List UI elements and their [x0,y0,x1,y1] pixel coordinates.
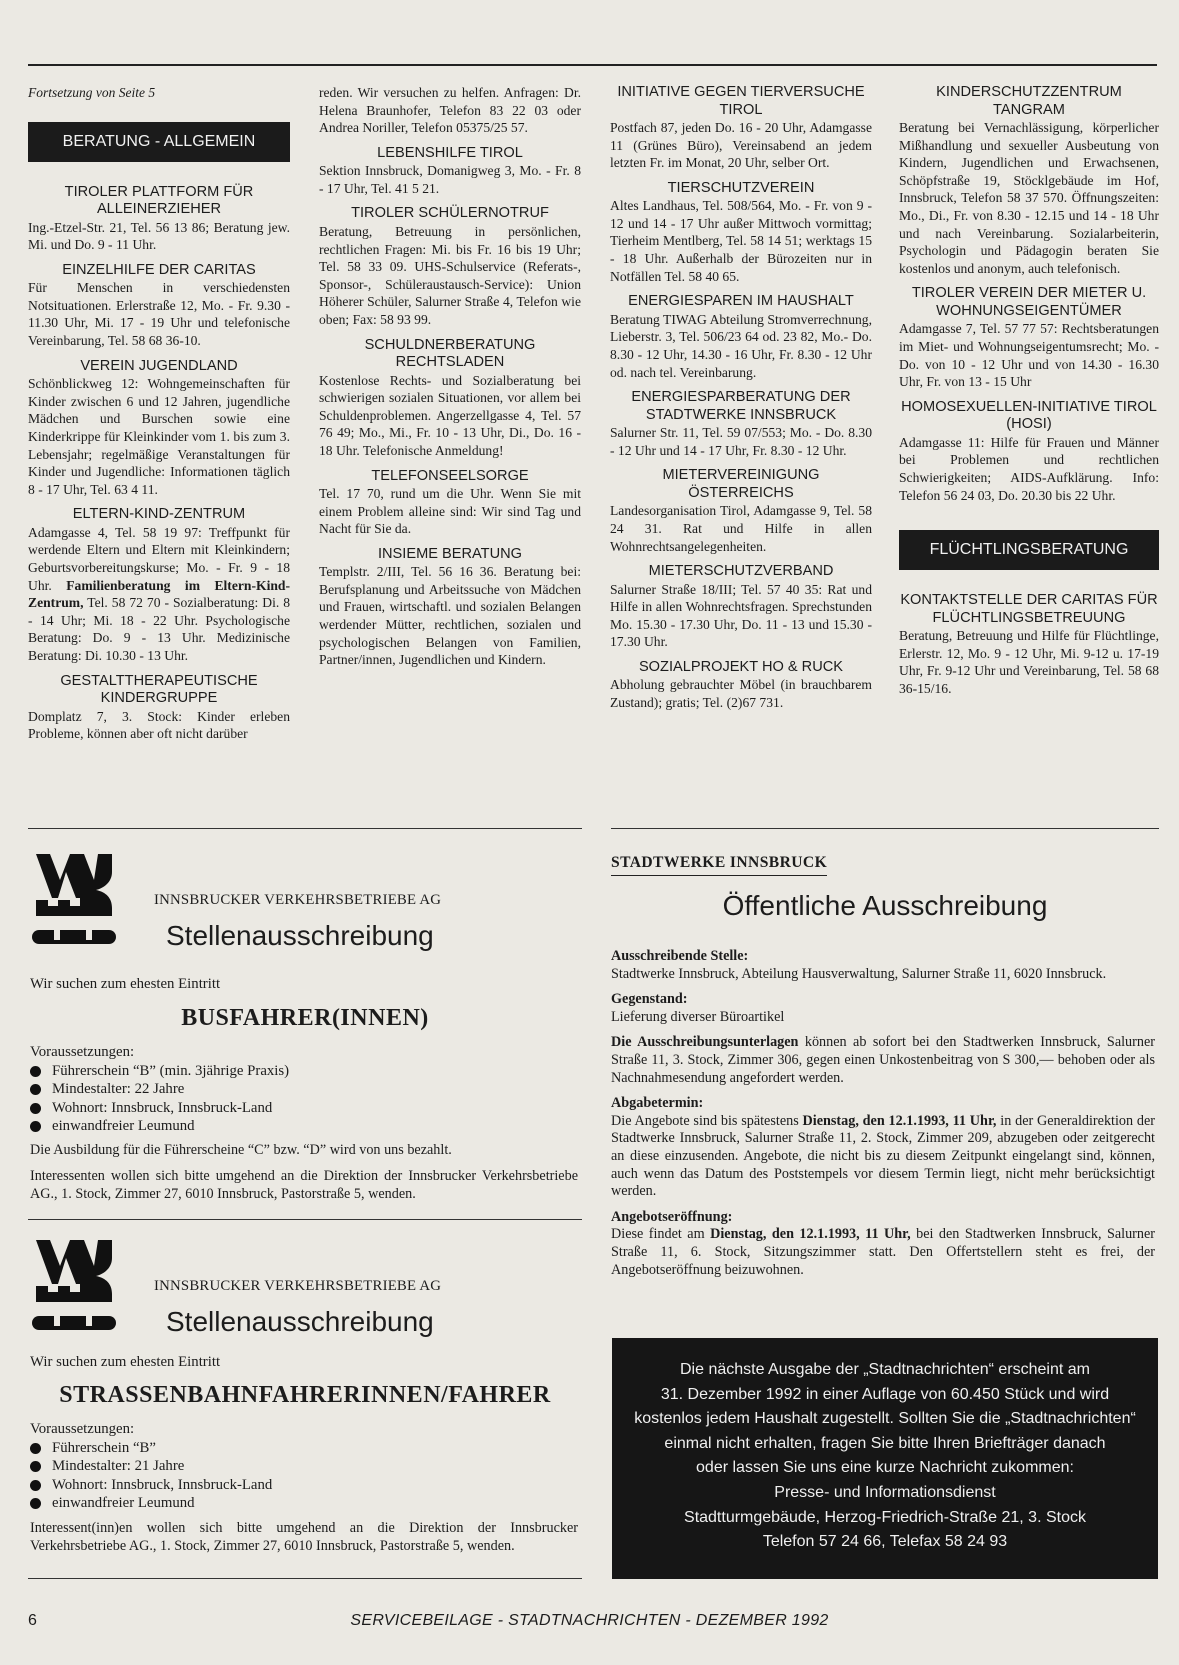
entry-heading: MIETERSCHUTZVERBAND [648,563,834,580]
entry-text: Adamgasse 7, Tel. 57 77 57: Rechtsberatungen im Miet- und Wohnungseigentumsrecht; Mo. - Do. von 10 - 12 Uhr und von 14.30 - 16.30 Uhr, Fr. von 13 - 15 Uhr [899,321,1159,390]
entry-text: Templstr. 2/III, Tel. 56 16 36. Beratung bei: Berufsplanung und Arbeitssuche von Mädchen und Frauen, wirtschaftl. und sozialen Belangen werdender Mütter, rechtlichen, sozialen und psychologischen Belangen von Familien, Partner/innen, Jugendlichen und Kindern. [319,564,581,668]
entry-heading: HOMOSEXUELLEN-INITIATIVE TIROL (HOSI) [901,398,1157,433]
notice-line: Stadtturmgebäude, Herzog-Friedrich-Straße 21, 3. Stock [684,1508,1086,1526]
entry-text: Adamgasse 11: Hilfe für Frauen und Männer bei Problemen und rechtlichen Schwierigkeiten; AIDS-Aufklärung. Info: Telefon 56 24 03, Do. 20.30 bis 22 Uhr. [899,434,1159,503]
entry-heading: LEBENSHILFE TIROL [377,144,523,161]
tender-text-part: Die Angebote sind bis spätestens [611,1112,799,1129]
entry-heading: SOZIALPROJEKT HO & RUCK [638,658,844,675]
entry-text: Salurner Straße 18/III; Tel. 57 40 35: Rat und Hilfe in allen Wohnrechtsfragen. Sprechstunden Mo. 15.30 - 17.30 Uhr, Do. 11 - 13 und 15.30 - 17.30 Uhr. [610,581,872,650]
tender-text-bold: Dienstag, den 12.1.1993, 11 Uhr, [710,1226,911,1243]
entry-text: Tel. 17 70, rund um die Uhr. Wenn Sie mit einem Problem alleine sind: Wir sind Tag und Nacht für Sie da. [319,486,581,537]
entry-heading: VEREIN JUGENDLAND [80,357,238,374]
entry-heading: ENERGIESPARBERATUNG DER STADTWERKE INNSBRUCK [631,389,851,423]
entry-heading: TELEFONSEELSORGE [371,467,529,484]
tender-text-bold: Dienstag, den 12.1.1993, 11 Uhr, [802,1112,997,1129]
entry-text-bold: Familienberatung im Eltern-Kind-Zentrum, [28,577,290,611]
requirements [30,1420,570,1513]
entry-text: Beratung, Betreuung in persönlichen, rechtlichen Fragen: Mi. bis Fr. 16 bis 19 Uhr; Tel. 58 33 09. UHS-Schulservice (Referats-, Sponsor-, Schüleraustausch-Service): Union Höherer Schüler, Salurner Straße 4, Telefon wie oben; Fax: 58 93 99. [319,223,581,327]
entry-text: Salurner Str. 11, Tel. 59 07/553; Mo. - Do. 8.30 - 12 Uhr und 14 - 17 Uhr, Fr. 8.30 - 12 Uhr. [610,425,872,458]
tender-text: Lieferung diverser Büroartikel [611,1008,785,1025]
entry-text: Beratung bei Vernachlässigung, körperlicher Mißhandlung und sexueller Ausbeutung von Kindern, Jugendlichen und Erwachsenen, Schöpfstraße 19, Stöcklgebäude im Hof, Innsbruck, Telefon 58 37 570. Öffnungszeiten: Mo., Di., Fr. von 8.30 - 12.15 und 14 - 18 Uhr und nach Vereinbarung. Sozialarbeiterin, Psychologin und Pädagogin beraten Sie kostenlos und anonym, auch telefonisch. [899,120,1159,276]
column-4 [899,84,1159,697]
ad-heading: Stellenausschreibung [166,920,434,951]
requirement-item: einwandfreier Leumund [30,1494,570,1513]
entry-text: Kostenlose Rechts- und Sozialberatung bei schwierigen sozialen Situationen, vor allem bei Schuldenproblemen. Angerzellgasse 4, Tel. 57 76 49; Mo., Mi., Fr. 10 - 13 Uhr, Di., Do. 16 - 18 Uhr. Telefonische Anmeldung! [319,372,581,458]
requirement-item: Mindestalter: 21 Jahre [30,1457,570,1476]
entry-heading: KONTAKTSTELLE DER CARITAS FÜR FLÜCHTLINGSBETREUUNG [900,592,1158,626]
page-number: 6 [28,1612,37,1629]
entry-text: Beratung, Betreuung und Hilfe für Flüchtlinge, Erlerstr. 12, Mo. 9 - 12 Uhr, Mi. 9-12 u. 17-19 Uhr, Fr. 9-12 Uhr und Vereinbarung, Tel. 58 68 36-15/16. [899,628,1159,696]
requirements-label: Voraussetzungen: [30,1421,135,1437]
requirement-item: Mindestalter: 22 Jahre [30,1080,570,1099]
tender-title: Öffentliche Ausschreibung [722,890,1048,921]
entry-heading: EINZELHILFE DER CARITAS [62,261,256,278]
section-banner-beratung: BERATUNG - ALLGEMEIN [28,122,290,162]
stadtwerke-header: STADTWERKE INNSBRUCK [611,854,827,876]
requirement-item: Wohnort: Innsbruck, Innsbruck-Land [30,1099,570,1118]
tender-label: Angebotseröffnung: [611,1208,733,1225]
entry-heading: TIERSCHUTZVEREIN [667,179,815,196]
notice-line: einmal nicht erhalten, fragen Sie bitte Ihren Briefträger danach [664,1434,1106,1452]
continued-text: reden. Wir versuchen zu helfen. Anfragen: Dr. Helena Braunhofer, Telefon 83 22 03 oder Andrea Noriller, Telefon 05375/25 57. [319,85,581,136]
entry-heading: INITIATIVE GEGEN TIERVERSUCHE TIROL [617,84,865,118]
company-name: INNSBRUCKER VERKEHRSBETRIEBE AG [154,892,442,908]
tender-text-part: können ab sofort bei den Stadtwerken Innsbruck, Salurner Straße 11, 3. Stock, Zimmer 306, gegen einen Unkostenbeitrag von S 300,— behoben oder als Nachnahmesendung angefordert werden. [611,1034,1155,1086]
requirement-item: einwandfreier Leumund [30,1117,570,1136]
continued-note: Fortsetzung von Seite 5 [28,85,156,100]
notice-line: 31. Dezember 1992 in einer Auflage von 60.450 Stück und wird [660,1385,1110,1403]
job-title: STRASSENBAHNFAHRERINNEN/FAHRER [59,1382,551,1408]
notice-line: Die nächste Ausgabe der „Stadtnachrichten“ erscheint am [679,1361,1090,1378]
notice-line: Telefon 57 24 66, Telefax 58 24 93 [762,1533,1008,1551]
entry-text: Ing.-Etzel-Str. 21, Tel. 56 13 86; Beratung jew. Mi. und Do. 9 - 11 Uhr. [28,219,290,253]
entry-text: Domplatz 7, 3. Stock: Kinder erleben Probleme, können aber oft nicht darüber [28,708,290,742]
section-rule [28,1578,582,1579]
ad-contact: Interessenten wollen sich bitte umgehend an die Direktion der Innsbrucker Verkehrsbetriebe AG., 1. Stock, Zimmer 27, 6010 Innsbruck, Pastorstraße 5, wenden. [30,1168,578,1202]
section-rule [611,828,1159,829]
entry-text: Altes Landhaus, Tel. 508/564, Mo. - Fr. von 9 - 12 und 14 - 17 Uhr außer Mittwoch vormittag; Tierheim Mentlberg, Tel. 58 14 51; werktags 15 - 18 Uhr. Außerhalb der Bürozeiten nur in Notfällen Tel. 58 40 65. [610,198,872,284]
ad-note: Die Ausbildung für die Führerscheine “C” bzw. “D” wird von uns bezahlt. [30,1142,452,1158]
entry-heading: ENERGIESPAREN IM HAUSHALT [628,293,854,310]
ad-intro: Wir suchen zum ehesten Eintritt [30,1354,221,1370]
entry-text: Sektion Innsbruck, Domanigweg 3, Mo. - Fr. 8 - 17 Uhr, Tel. 41 5 21. [319,163,581,196]
tender-text-bold: Die Ausschreibungsunterlagen [611,1034,799,1051]
tender-text [611,1226,1155,1279]
entry-heading: MIETERVEREINIGUNG ÖSTERREICHS [662,467,820,501]
section-rule [28,1219,582,1220]
company-name: INNSBRUCKER VERKEHRSBETRIEBE AG [154,1278,442,1294]
tender-label: Gegenstand: [611,991,688,1008]
tender-text [611,1113,1155,1201]
tender-text [611,1034,1155,1087]
requirements [30,1043,570,1136]
entry-text: Schönblickweg 12: Wohngemeinschaften für Kinder zwischen 6 und 12 Jahren, jugendliche Mädchen und Burschen sowie eine Kinderkrippe für Kleinkinder vom 1. bis zum 3. Lebensjahr; regelmäßige Veranstaltungen für Kinder und Jugendliche: Informationen täglich 8 - 17 Uhr, Tel. 63 4 11. [28,376,290,497]
ad-contact: Interessent(inn)en wollen sich bitte umgehend an die Direktion der Innsbrucker Verkehrsbetriebe AG., 1. Stock, Zimmer 27, 6010 Innsbruck, Pastorstraße 5, wenden. [30,1520,578,1554]
entry-text-part: Tel. 58 72 70 - Sozialberatung: Di. 8 - 14 Uhr; Mi. 18 - 22 Uhr. Psychologische Beratung: Do. 9 - 13 Uhr. Medizinische Beratung: Di. 10.30 - 13 Uhr. [28,595,291,663]
tender-body [611,948,1155,1279]
section-rule [28,828,582,829]
top-rule [28,64,1157,66]
entry-text: Abholung gebrauchter Möbel (in brauchbarem Zustand); gratis; Tel. (2)67 731. [610,677,872,711]
entry-heading: TIROLER SCHÜLERNOTRUF [351,205,549,222]
entry-heading: TIROLER VEREIN DER MIETER U. WOHNUNGSEIGENTÜMER [911,285,1147,319]
next-issue-notice [612,1338,1158,1579]
tender-text: Stadtwerke Innsbruck, Abteilung Hausverwaltung, Salurner Straße 11, 6020 Innsbruck. [611,965,1107,982]
notice-line: oder lassen Sie uns eine kurze Nachricht zukommen: [696,1459,1074,1477]
entry-text [28,524,290,665]
ad-heading: Stellenausschreibung [166,1306,434,1337]
entry-text: Postfach 87, jeden Do. 16 - 20 Uhr, Adamgasse 11 (Grünes Büro), Vereinsabend an jedem letzten Fr. im Monat, 20 Uhr, selber Ort. [610,120,872,171]
entry-text: Für Menschen in verschiedensten Notsituationen. Erlerstraße 12, Mo. - Fr. 9.30 - 11.30 Uhr, Mi. 17 - 19 Uhr und telefonische Vereinbarung, Tel. 58 68 36-10. [28,280,290,349]
entry-heading: ELTERN-KIND-ZENTRUM [72,506,246,523]
ivb-logo [32,1236,116,1336]
entry-heading: INSIEME BERATUNG [377,545,523,562]
requirement-item: Führerschein “B” (min. 3jährige Praxis) [30,1062,570,1081]
tender-text-part: bei den Stadtwerken Innsbruck, Salurner Straße 11, 6. Stock, Sitzungszimmer statt. Den Offertstellern steht es frei, der Angebotseröffnung beizuwohnen. [611,1226,1156,1278]
ad-intro: Wir suchen zum ehesten Eintritt [30,976,221,992]
section-banner-fluechtlinge: FLÜCHTLINGSBERATUNG [899,530,1159,570]
requirements-label: Voraussetzungen: [30,1044,135,1060]
tender-text-part: in der Generaldirektion der Stadtwerke Innsbruck, Salurner Straße 11, 2. Stock, Zimmer 209, abzugeben oder zeitgerecht an diese einzusenden. Angebote, die nicht bis zu diesem Zeitpunkt eingelangt sind, können, auch wenn das Datum des Poststempels vor diesem Termin liegt, nicht mehr berücksichtigt werden. [611,1112,1156,1200]
entry-heading: TIROLER PLATTFORM FÜR ALLEINERZIEHER [64,183,254,218]
entry-heading: SCHULDNERBERATUNG RECHTSLADEN [364,336,536,371]
entry-heading: KINDERSCHUTZZENTRUM TANGRAM [936,84,1122,118]
notice-line: Presse- und Informationsdienst [774,1483,996,1501]
job-title: BUSFAHRER(INNEN) [181,1005,429,1031]
column-3 [610,84,872,712]
requirement-item: Wohnort: Innsbruck, Innsbruck-Land [30,1476,570,1495]
ivb-logo [32,850,116,950]
entry-text: Beratung TIWAG Abteilung Stromverrechnung, Lieberstr. 3, Tel. 506/23 64 od. 23 82, Mo.- Do. 8.30 - 12 Uhr, 14.30 - 16 Uhr, Fr. 8.30 - 12 Uhr od. nach tel. Vereinbarung. [610,311,872,380]
tender-label: Ausschreibende Stelle: [611,948,749,964]
column-2 [319,84,581,669]
tender-text-part: Diese findet am [611,1226,705,1243]
entry-text-part: Adamgasse 4, Tel. 58 19 97: Treffpunkt für werdende Eltern und Eltern mit Kleinkindern; Geburtsvorbereitungskurse; Mo. - Fr. 9 - 18 Uhr. [28,524,290,593]
tender-label: Abgabetermin: [611,1095,704,1112]
column-1 [28,84,290,743]
requirement-item: Führerschein “B” [30,1439,570,1458]
entry-text: Landesorganisation Tirol, Adamgasse 9, Tel. 58 24 31. Rat und Hilfe in allen Wohnrechtsangelegenheiten. [610,503,872,554]
page-footer: SERVICEBEILAGE - STADTNACHRICHTEN - DEZEMBER 1992 [350,1612,829,1629]
notice-line: kostenlos jedem Haushalt zugestellt. Sollten Sie die „Stadtnachrichten“ [634,1410,1136,1428]
entry-heading: GESTALTTHERAPEUTISCHE KINDERGRUPPE [60,672,258,707]
